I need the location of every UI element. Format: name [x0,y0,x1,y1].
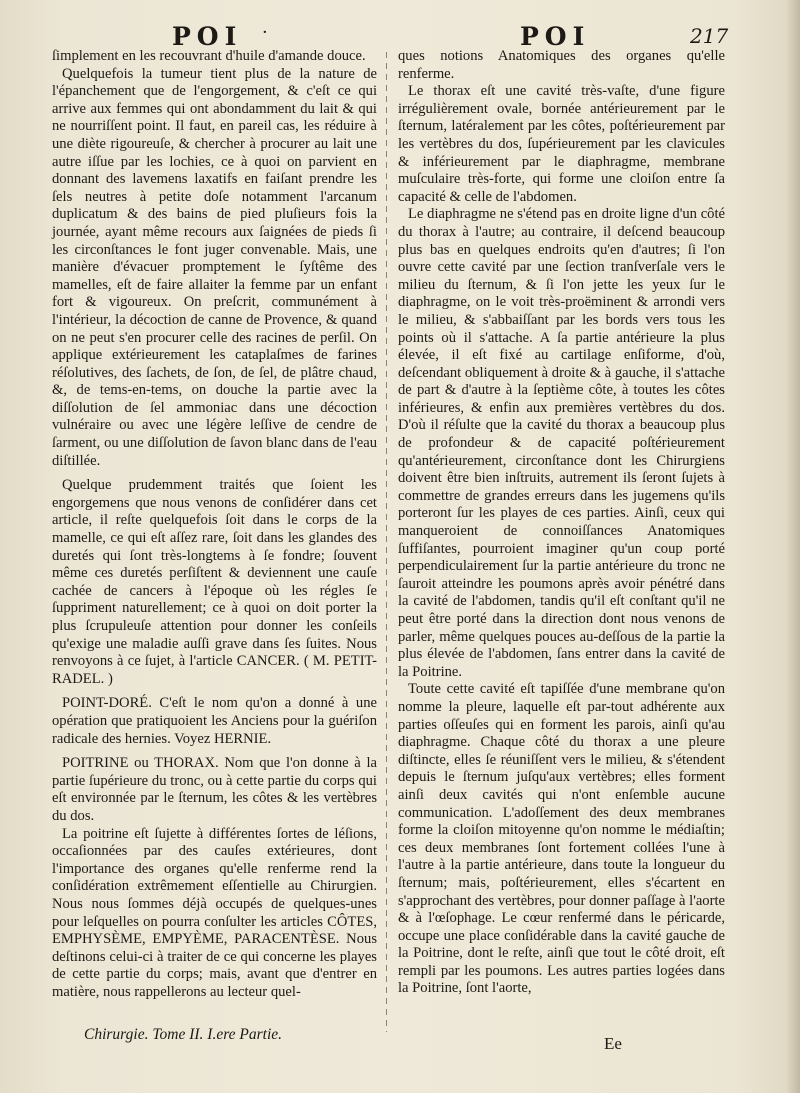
book-title-line: Chirurgie. Tome II. I.ere Partie. [84,1026,283,1043]
page-footer [0,1024,800,1064]
paragraph: ques notions Anatomiques des organes qu'elle renferme. [398,48,725,82]
signature-mark: Ee [604,1034,622,1053]
entry-point-dore: POINT-DORÉ. C'eſt le nom qu'on a donné à une opération que pratiquoient les Anciens pour la guériſon radicale des hernies. Voyez HERNIE. [52,695,377,747]
paragraph: Le thorax eſt une cavité très-vaſte, d'une figure irrégulièrement ovale, bornée antérieurement par le ſternum, latéralement par les côtes, poſtérieurement par les vertèbres du dos, ſupérieurement par les clavicules & inférieurement par le diaphragme, membrane muſculaire très-forte, qui forme une cloiſon entre ſa capacité & celle de l'abdomen. [398,83,725,205]
entry-poitrine: POITRINE ou THORAX. Nom que l'on donne à la partie ſupérieure du tronc, ou à cette partie du corps qui eſt environnée par le ſternum, les côtes & les vertèbres du dos. [52,755,377,824]
column-divider [386,52,387,1032]
page-edge-shadow [786,0,800,1093]
paragraph: Toute cette cavité eſt tapiſſée d'une membrane qu'on nomme la pleure, laquelle eſt par-tout adhérente aux parties oſſeuſes qui en forment les parois, ainſi qu'au diaphragme. Chaque côté du thorax a une pleure diſtincte, elles ſe réuniſſent vers le milieu, & s'étendent depuis le ſternum juſqu'aux vertèbres; elles forment ainſi deux cavités qui n'ont enſemble aucune communication. L'adoſſement des deux membranes forme la cloiſon mitoyenne qu'on nomme le médiaſtin; ces deux membranes ſont fortement collées l'une à l'autre à la partie antérieure, dans toute la longueur du ſternum; mais, poſtérieurement, elles s'écartent en s'approchant des vertèbres, pour donner paſſage à l'aorte & à l'œſophage. Le cœur renfermé dans le péricarde, occupe une place conſidérable dans la cavité gauche de la Poitrine, dont le reſte, ainſi que tout le côté droit, eſt rempli par les poumons. Les autres parties logées dans la Poitrine, ſont l'aorte, [398,681,725,997]
paragraph: La poitrine eſt ſujette à différentes ſortes de léſions, occaſionnées par des cauſes extérieures, dont l'importance des organes qu'elle renferme rend la conſidération extrêmement eſſentielle au Chirurgien. Nous nous ſommes déjà occupés de quelques-unes pour leſquelles on pourra conſulter les articles CÔTES, EMPHYSÈME, EMPYÈME, PARACENTÈSE. Nous deſtinons celui-ci à traiter de ce qui concerne les playes de cette partie du corps; mais, avant que d'entrer en matière, nous rappellerons au lecteur quel- [52,825,377,1000]
right-running-head: POI [520,22,591,51]
paragraph: Quelquefois la tumeur tient plus de la nature de l'épanchement que de l'engorgement, & c'eſt ce qui arrive aux femmes qui ont abondamment du lait & qui ne nourriſſent point. Il faut, en pareil cas, les réduire à une diète rigoureuſe, & chercher à procurer au lait une autre iſſue par les lochies, ce à quoi on parvient en donnant des lavemens laxatifs en faiſant prendre les ſels neutres à petite doſe notamment l'arcanum duplicatum & des bains de pied pluſieurs fois la journée, ayant même recours aux ſaignées de pieds ſi les circonſtances le font juger convenable. Mais, une manière d'évacuer promptement le ſyſtême des mamelles, eſt de faire allaiter la femme par un enfant fort & vigoureux. On preſcrit, communément à l'intérieur, la décoction de canne de Provence, & quand on ne peut s'en procurer celle des racines de perſil. On applique extérieurement les cataplaſmes de farines réſolutives, des ſachets, de ſon, de ſel, de plâtre chaud, &, de tems-en-tems, on douche la partie avec la diſſolution de ſel ammoniac dans une décoction vulnéraire ou avec une légère leſſive de cendre de ſarment, ou une diſſolution de ſavon blanc dans de l'eau diſtillée. [52,65,377,469]
paragraph: Le diaphragme ne s'étend pas en droite ligne d'un côté du thorax à l'autre; au contraire, il deſcend beaucoup plus bas en quelques endroits qu'en d'autres; ſi l'on ouvre cette cavité par une ſection tranſverſale vers le milieu du ſternum, & ſi l'on jette les yeux ſur le diaphragme, on le voit très-proëminent & arrondi vers le milieu, & s'abbaiſſant par les bords vers tous les points où il s'attache. A ſa partie antérieure la plus élevée, il eſt fixé au cartilage enſiforme, d'où, deſcendant obliquement à droite & à gauche, il s'attache de part & d'autre à la ſeptième côte, à toutes les côtes inférieures, & enfin aux premières vertèbres du dos. D'où il réſulte que la cavité du thorax a beaucoup plus de profondeur & de capacité poſtérieurement qu'antérieurement, circonſtance dont les Chirurgiens doivent être bien inſtruits, autrement ils ſeront ſujets à commettre de grandes erreurs dans les jugemens qu'ils porteront ſur les playes de ces parties. Ainſi, ceux qui manqueroient de connoiſſances Anatomiques ſuffiſantes, pourroient imaginer qu'un coup porté perpendiculairement ſur la partie antérieure du tronc ne ſauroit atteindre les poumons après avoir pénétré dans la cavité de l'abdomen, tandis qu'il eſt conſtant qu'il ne peut être porté dans la direction dont nous venons de parler, même quelques pouces au-deſſous de la partie la plus élevée de l'abdomen, ſans entrer dans la cavité de la Poitrine. [398,206,725,680]
left-column [52,48,377,1001]
left-running-head: POI [172,22,243,51]
page-number: 217 [690,24,729,48]
paragraph: ſimplement en les recouvrant d'huile d'amande douce. [52,48,366,64]
paragraph: Quelque prudemment traités que ſoient les engorgemens que nous venons de conſidérer dans cet article, il reſte quelquefois ſoit dans le corps de la mamelle, ce qui eſt aſſez rare, ſoit dans les glandes des duretés qui ſont très-longtems à ſe fondre; ſouvent même ces duretés perſiſtent & deviennent une cauſe cachée de cancers à l'époque où les régles ſe ſuppriment naturellement; ce à quoi on doit porter la plus ſcrupuleuſe attention pour donner les conſeils qu'exige une maladie auſſi grave dans ſes ſuites. Nous renvoyons à ce ſujet, à l'article CANCER. ( M. PETIT-RADEL. ) [52,477,377,687]
right-column [398,48,725,998]
header-dot: · [262,22,268,43]
